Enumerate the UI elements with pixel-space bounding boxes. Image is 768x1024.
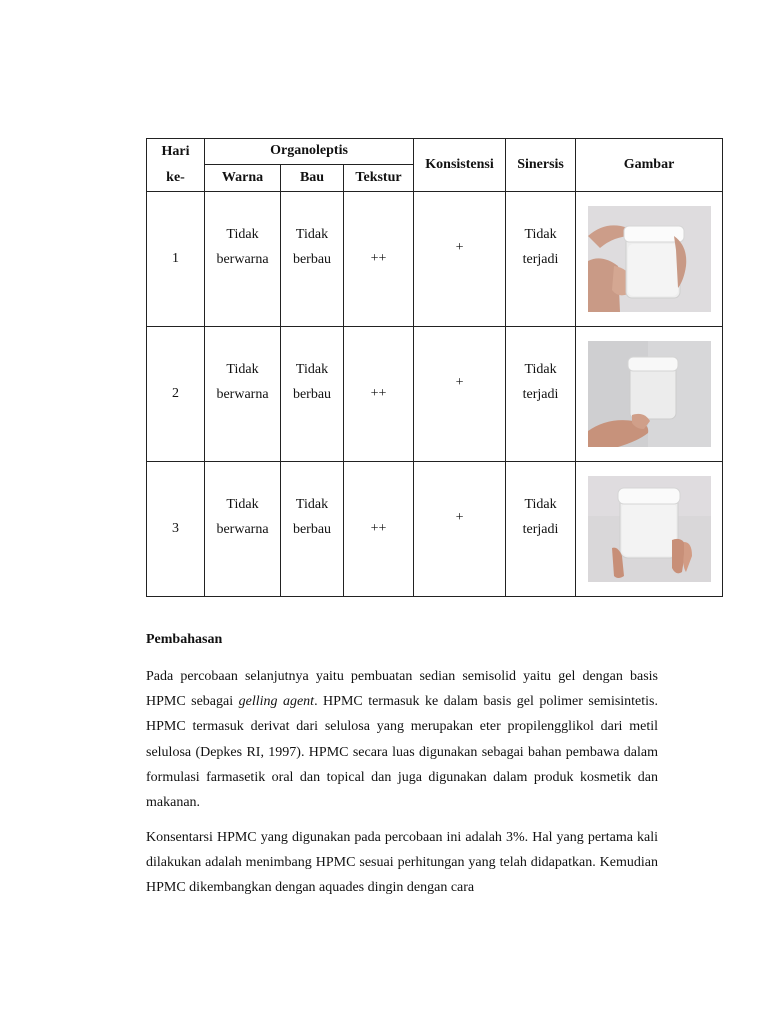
cell-warna: Tidak berwarna	[205, 462, 281, 597]
cell-bau: Tidak berbau	[281, 192, 344, 327]
paragraph: Konsentarsi HPMC yang digunakan pada percobaan ini adalah 3%. Hal yang pertama kali dilakukan adalah menimbang HPMC sesuai perhitungan yang telah didapatkan. Kemudian HPMC dikembangkan dengan aquades dingin dengan cara	[146, 830, 658, 896]
table-row	[147, 462, 723, 597]
cell-tekstur: ++	[344, 462, 414, 597]
header-sinersis: Sinersis	[506, 139, 576, 192]
cell-bau: Tidak berbau	[281, 327, 344, 462]
cell-sinersis: Tidak terjadi	[506, 462, 576, 597]
header-organoleptis: Organoleptis	[205, 139, 414, 165]
cell-tekstur: ++	[344, 192, 414, 327]
cell-gambar	[576, 462, 723, 597]
cell-konsistensi: +	[414, 462, 506, 597]
cell-bau: Tidak berbau	[281, 462, 344, 597]
cell-gambar	[576, 327, 723, 462]
header-bau: Bau	[281, 164, 344, 191]
gel-jar-photo	[588, 476, 711, 582]
cell-warna: Tidak berwarna	[205, 327, 281, 462]
cell-sinersis: Tidak terjadi	[506, 327, 576, 462]
cell-warna: Tidak berwarna	[205, 192, 281, 327]
header-konsistensi: Konsistensi	[414, 139, 506, 192]
gel-jar-photo	[588, 206, 711, 312]
gel-jar-photo	[588, 341, 711, 447]
header-tekstur: Tekstur	[344, 164, 414, 191]
table-row	[147, 327, 723, 462]
header-hari: Hari ke-	[147, 139, 205, 192]
cell-konsistensi: +	[414, 192, 506, 327]
header-gambar: Gambar	[576, 139, 723, 192]
cell-konsistensi: +	[414, 327, 506, 462]
cell-sinersis: Tidak terjadi	[506, 192, 576, 327]
paragraph: Pada percobaan selanjutnya yaitu pembuatan sedian semisolid yaitu gel dengan basis HPMC sebagai gelling agent. HPMC termasuk ke dalam basis gel polimer semisintetis. HPMC termasuk derivat dari selulosa yang merupakan eter propilengglikol dari metil selulosa (Depkes RI, 1997). HPMC secara luas digunakan sebagai bahan pembawa dalam formulasi farmasetik oral dan topical dan juga digunakan dalam produk kosmetik dan makanan.	[146, 669, 658, 811]
section-title: Pembahasan	[146, 632, 223, 647]
cell-hari: 3	[147, 462, 205, 597]
table-row	[147, 192, 723, 327]
header-warna: Warna	[205, 164, 281, 191]
cell-tekstur: ++	[344, 327, 414, 462]
observation-table	[146, 138, 723, 597]
cell-gambar	[576, 192, 723, 327]
cell-hari: 2	[147, 327, 205, 462]
cell-hari: 1	[147, 192, 205, 327]
